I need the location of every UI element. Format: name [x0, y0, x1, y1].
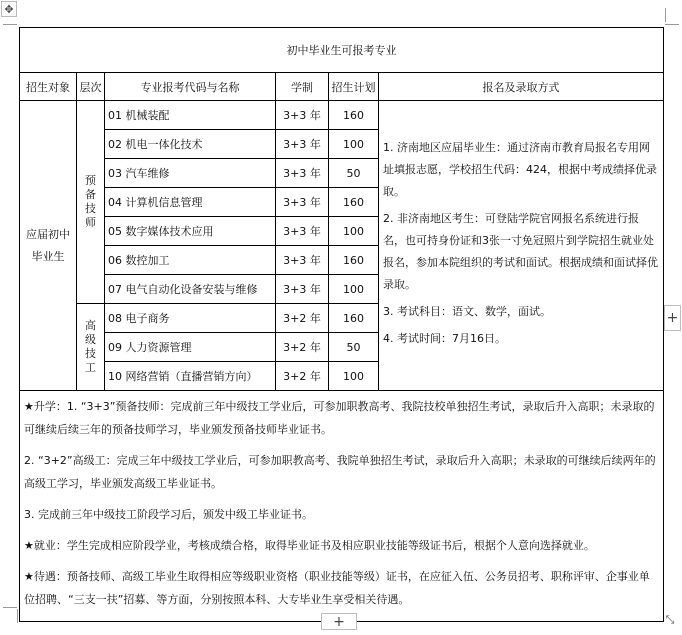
major-name: 02 机电一体化技术	[105, 130, 276, 159]
major-plan: 100	[329, 217, 379, 246]
plus-icon: +	[666, 310, 679, 326]
header-major: 专业报考代码与名称	[105, 73, 276, 101]
method-item: 1. 济南地区应届毕业生：通过济南市教育局报名专用网址填报志愿，学校招生代码：424，根据中考成绩择优录取。	[383, 140, 657, 198]
major-plan: 100	[329, 130, 379, 159]
major-duration: 3+3 年	[276, 217, 329, 246]
header-method: 报名及录取方式	[379, 73, 664, 101]
major-name: 03 汽车维修	[105, 159, 276, 188]
major-name: 07 电气自动化设备安装与维修	[105, 275, 276, 304]
note-paragraph: ★就业：学生完成相应阶段学业，考核成绩合格，取得毕业证书及相应职业技能等级证书后，根据个人意向选择就业。	[24, 539, 595, 552]
page-corner-mark	[3, 23, 17, 25]
major-duration: 3+3 年	[276, 188, 329, 217]
major-duration: 3+2 年	[276, 333, 329, 362]
major-name: 08 电子商务	[105, 304, 276, 333]
major-name: 04 计算机信息管理	[105, 188, 276, 217]
major-duration: 3+3 年	[276, 275, 329, 304]
plus-icon: +	[333, 613, 345, 630]
add-row-button[interactable]	[321, 613, 357, 630]
note-paragraph: ★待遇：预备技师、高级工毕业生取得相应等级职业资格（职业技能等级）证书，在应征入伍、公务员招考、职称评审、企事业单位招聘、“三支一扶”招募、等方面，分别按照本科、大专毕业生享受相关待遇。	[24, 570, 650, 606]
note-paragraph: 2. “3+2”高级工：完成三年中级技工学业后，可参加职教高考、我院单独招生考试，录取后升入高职；未录取的可继续后续两年的高级工学习，毕业颁发高级工毕业证书。	[24, 454, 656, 490]
method-item: 4. 考试时间：7月16日。	[383, 331, 506, 345]
note-paragraph: ★升学：1. “3+3”预备技师：完成前三年中级技工学业后，可参加职教高考、我院技校单独招生考试，录取后升入高职；未录取的可继续后续三年的预备技师学习，毕业颁发预备技师毕业证书。	[24, 400, 655, 436]
header-level: 层次	[77, 73, 105, 101]
major-plan: 50	[329, 159, 379, 188]
target-line: 应届初中	[26, 227, 70, 241]
level-label: 预备技师	[85, 174, 96, 229]
major-duration: 3+2 年	[276, 362, 329, 391]
move-icon[interactable]: ✥	[1, 1, 17, 17]
page-corner-mark	[3, 607, 17, 609]
major-plan: 50	[329, 333, 379, 362]
header-plan: 招生计划	[329, 73, 379, 101]
major-plan: 160	[329, 188, 379, 217]
major-name: 01 机械装配	[105, 101, 276, 130]
target-line: 毕业生	[31, 249, 65, 263]
major-duration: 3+3 年	[276, 101, 329, 130]
page-corner-mark	[665, 8, 667, 22]
major-duration: 3+3 年	[276, 130, 329, 159]
major-name: 10 网络营销（直播营销方向）	[105, 362, 276, 391]
major-duration: 3+3 年	[276, 246, 329, 275]
target-cell	[20, 101, 77, 391]
major-plan: 160	[329, 304, 379, 333]
method-cell	[379, 101, 664, 391]
level-cell	[77, 101, 105, 304]
major-plan: 160	[329, 246, 379, 275]
header-duration: 学制	[276, 73, 329, 101]
level-label: 高级技工	[85, 319, 96, 374]
header-target: 招生对象	[20, 73, 77, 101]
notes-cell	[20, 391, 664, 622]
add-column-button[interactable]	[664, 305, 681, 331]
level-cell	[77, 304, 105, 391]
major-plan: 160	[329, 101, 379, 130]
major-name: 05 数字媒体技术应用	[105, 217, 276, 246]
resize-icon[interactable]: ⤡	[665, 613, 675, 626]
method-item: 2. 非济南地区考生：可登陆学院官网报名系统进行报名，也可持身份证和3张一寸免冠照片到学院招生就业处报名，参加本院组织的考试和面试。根据成绩和面试择优录取。	[383, 211, 658, 291]
table-title: 初中毕业生可报考专业	[20, 28, 664, 73]
method-item: 3. 考试科目：语文、数学，面试。	[383, 304, 551, 318]
major-name: 06 数控加工	[105, 246, 276, 275]
major-plan: 100	[329, 362, 379, 391]
note-paragraph: 3. 完成前三年中级技工阶段学习后，颁发中级工毕业证书。	[24, 508, 313, 521]
major-duration: 3+2 年	[276, 304, 329, 333]
major-duration: 3+3 年	[276, 159, 329, 188]
major-name: 09 人力资源管理	[105, 333, 276, 362]
page-corner-mark	[665, 23, 679, 25]
admission-table	[19, 27, 664, 622]
major-plan: 100	[329, 275, 379, 304]
table-row	[20, 101, 664, 130]
